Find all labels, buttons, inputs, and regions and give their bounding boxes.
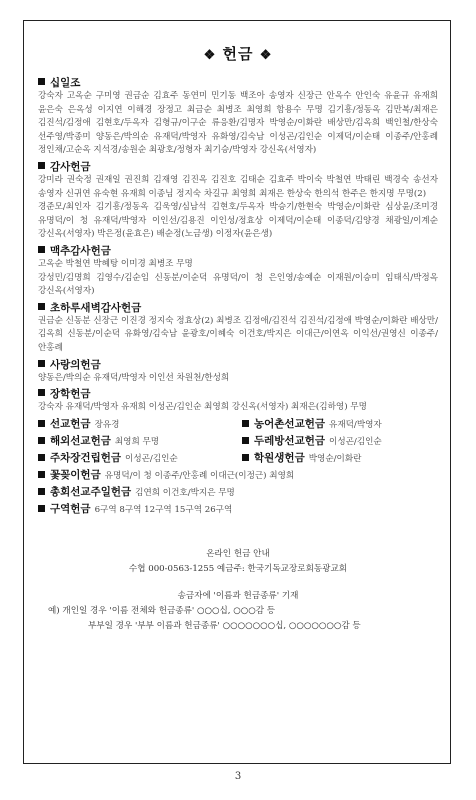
ornament-right-icon: ❖ (259, 48, 273, 63)
section-heading-dawn: 초하루새벽감사헌금 (38, 301, 438, 315)
square-bullet-icon (38, 389, 45, 396)
dawn-names: 권금순 신동분 신장근 이진경 정지숙 정효상(2) 최병조 김정애/김진석 김진석/김정애 박영순/이화란 배상만/김옥희 신동분/이순덕 유화영/김숙남 윤광호/이혜숙 이건호/박지은 이대근/이연옥 이익선/권영신 이종주/안홍례 (38, 315, 438, 353)
offering-cell: 두레방선교헌금 이성곤/김인순 (234, 432, 438, 449)
square-bullet-icon (38, 488, 45, 495)
bank-account: 수협 000-0563-1255 예금주: 한국기독교장로회동광교회 (128, 563, 348, 574)
square-bullet-icon (38, 437, 45, 444)
offering-panel (23, 20, 451, 764)
scholarship-names: 강숙자 유재덕/박영자 유재희 이성곤/김인순 최영희 강신옥(서영자) 최재은(김하영) 무명 (38, 402, 367, 413)
offering-row (38, 415, 438, 432)
section-heading-scholarship: 장학헌금 (38, 387, 438, 401)
offering-cell: 선교헌금 장유경 (38, 415, 234, 432)
section-heading-harvest: 맥추감사헌금 (38, 244, 438, 258)
harvest-couples: 강성민/김명희 김영수/김순임 신동분/이순덕 유명덕/이 청 은인영/송예순 이재원/이승미 임태식/박정옥 강신옥(서영자) (38, 272, 438, 297)
square-bullet-icon (38, 454, 45, 461)
section-heading-love: 사랑의헌금 (38, 358, 438, 372)
offering-row (38, 449, 438, 466)
square-bullet-icon (38, 303, 45, 310)
section-heading-thanks: 감사헌금 (38, 160, 438, 174)
thanks-names: 강미라 권숙정 권재일 권진희 김재영 김진옥 김진호 김태순 김효주 박이숙 박철연 박태린 백경숙 송선자 송영자 신귀연 유숙현 유재희 이종님 정지숙 차길규 최영희 최재은 한상숙 한의석 한주은 한지명 무명(2) (38, 174, 438, 199)
square-bullet-icon (242, 420, 249, 427)
online-offering-title: 온라인 헌금 안내 (206, 548, 270, 559)
offering-row (38, 432, 438, 449)
square-bullet-icon (38, 471, 45, 478)
square-bullet-icon (38, 78, 45, 85)
offering-cell: 해외선교헌금 최영희 무명 (38, 432, 234, 449)
offering-cell: 주차장건립헌금 이성곤/김인순 (38, 449, 234, 466)
remitter-note: 송금자에 '이름과 헌금종류' 기재 (177, 590, 299, 601)
square-bullet-icon (242, 454, 249, 461)
example-couple: 부부일 경우 '부부 이름과 헌금종류' ○○○○○○○십, ○○○○○○○감 등 (88, 620, 361, 631)
single-offering-line: 구역헌금 6구역 8구역 12구역 15구역 26구역 (38, 500, 438, 517)
tithe-names: 강숙자 고옥순 구미영 권금순 김효주 동연미 민기동 백조아 송영자 신장근 안옥수 안인숙 유윤규 유재희 윤은숙 은옥성 이지연 이해경 장정고 최금순 최병조 최영희 함용수 무명 김기흥/정동옥 김만복/최재은 김진석/김정애 김현호/두옥자 김형규/이구순 류응환/김명자 박영순/이화란 배상만/김옥희 백인철/한상숙 선주영/박종미 양동은/박의순 유재덕/박영자 유화영/김숙남 이성곤/김인순 이제덕/이순태 이종주/안홍례 정인채/고순옥 지석경/송원순 최광호/정형자 최기승/박영자 강신옥(서영자) (38, 91, 438, 156)
section-heading-tithe: 십일조 (38, 76, 438, 90)
ornament-left-icon: ❖ (203, 48, 217, 63)
offering-cell: 학원생헌금 박영순/이화란 (234, 449, 438, 466)
love-names: 양동은/박의순 유재덕/박영자 이인선 차원천/한성희 (38, 372, 230, 383)
square-bullet-icon (242, 437, 249, 444)
page-title (38, 43, 438, 64)
square-bullet-icon (38, 505, 45, 512)
page-number: 3 (234, 771, 242, 782)
square-bullet-icon (38, 162, 45, 169)
single-offering-line: 꽃꽂이헌금 유명덕/이 청 이종주/안홍례 이대근(이정근) 최영희 (38, 466, 438, 483)
square-bullet-icon (38, 246, 45, 253)
harvest-names: 고옥순 박철연 박혜탕 이미경 최병조 무명 (38, 258, 193, 269)
square-bullet-icon (38, 360, 45, 367)
title-text: 헌금 (222, 45, 254, 63)
single-offering-line: 총회선교주일헌금 김연희 이건호/박지은 무명 (38, 483, 438, 500)
thanks-couples: 경준모/최인자 김기흥/정동옥 김욱영/심남석 김현호/두옥자 박승기/한현숙 박영순/이화란 심상윤/조미경 유명덕/이 청 유재덕/박영자 이인선/김용진 이인성/정효상 이제덕/이순태 이종덕/김양경 채광일/이계순 강신옥(서영자) 박은정(윤효은) 배순정(노금생) 이정자(윤은생) (38, 202, 438, 240)
example-individual: 예) 개인일 경우 '이름 전체와 헌금종류' ○○○십, ○○○감 등 (48, 605, 276, 616)
offering-cell: 농어촌선교헌금 유재덕/박영자 (234, 415, 438, 432)
square-bullet-icon (38, 420, 45, 427)
